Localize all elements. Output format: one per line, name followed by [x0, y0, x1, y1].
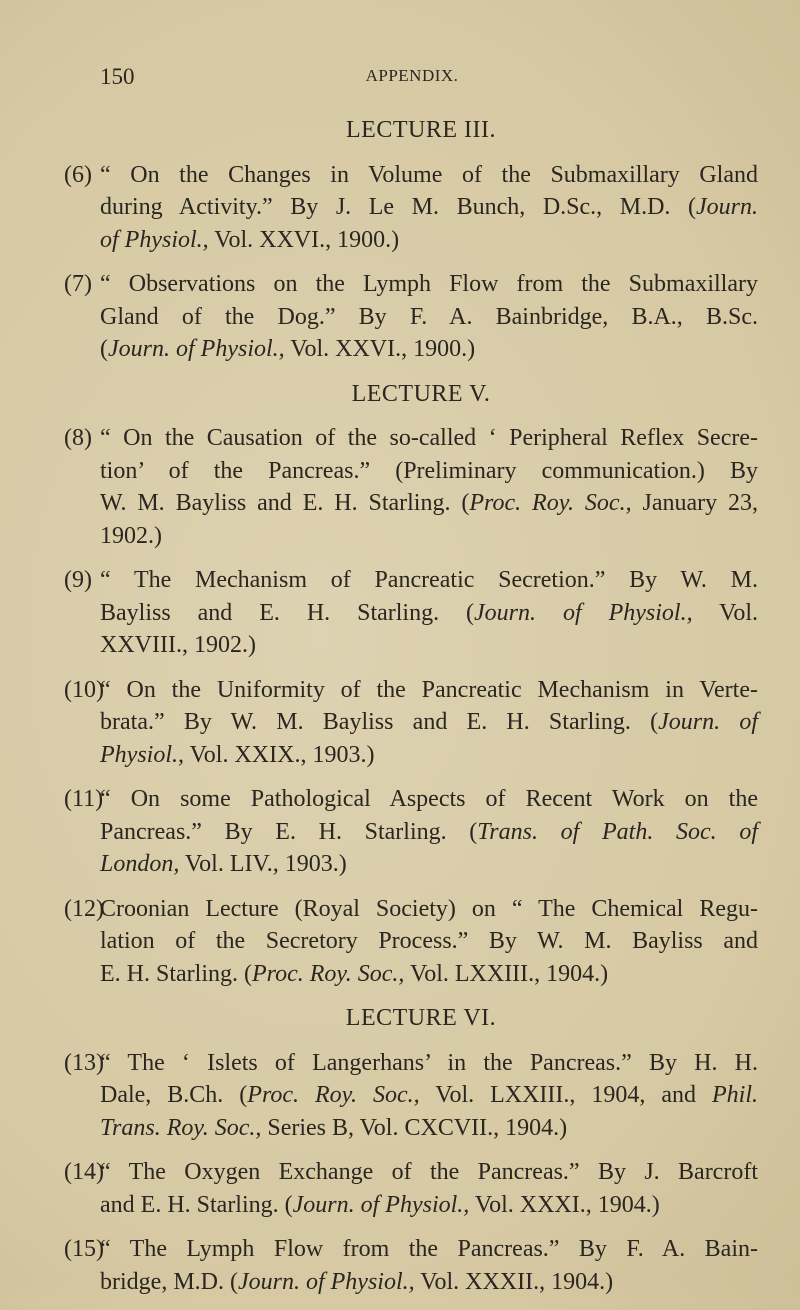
reference-line — [100, 191, 758, 224]
reference-entry — [64, 422, 758, 552]
text-segment: brata.” By W. M. Bayliss and E. H. Starling. ( — [100, 709, 659, 735]
italic-citation: Journ. of Physiol., — [292, 1191, 470, 1218]
lecture-heading: LECTURE III. — [346, 117, 496, 143]
text-segment: Pancreas.” By E. H. Starling. ( — [100, 818, 478, 845]
text-segment: Vol. — [692, 599, 758, 626]
text-segment: January 23, — [631, 490, 759, 516]
text-segment: Vol. LXXIII., 1904, and — [419, 1082, 712, 1108]
reference-entry — [64, 564, 758, 662]
italic-citation: Trans. of Path. Soc. of — [477, 818, 758, 845]
reference-line — [100, 564, 758, 597]
text-segment: “ The Oxygen Exchange of the Pancreas.” By J. Barcroft — [100, 1159, 758, 1185]
reference-number: (9) — [64, 567, 92, 593]
italic-citation: Proc. Roy. Soc., — [251, 960, 405, 987]
italic-citation: Journ. of — [658, 709, 758, 735]
italic-citation: London, — [100, 851, 180, 877]
reference-line — [100, 893, 758, 926]
running-title: APPENDIX. — [365, 66, 459, 85]
italic-citation: Physiol., — [100, 741, 184, 768]
text-segment: Croonian Lecture (Royal Society) on “ The Chemical Regu- — [100, 895, 758, 922]
text-segment: “ On some Pathological Aspects of Recent Work on the — [100, 786, 758, 812]
text-segment: Vol. XXIX., 1903.) — [184, 741, 375, 768]
italic-citation: Journ. — [696, 194, 758, 220]
reference-line — [100, 520, 758, 553]
reference-line — [100, 1233, 758, 1266]
reference-line — [100, 422, 758, 455]
reference-line — [100, 1266, 758, 1299]
italic-citation: Phil. — [712, 1082, 758, 1108]
text-segment: ( — [100, 336, 108, 362]
reference-line — [100, 159, 758, 192]
text-segment: lation of the Secretory Process.” By W. M. Bayliss and — [100, 928, 758, 954]
reference-entry — [64, 1156, 758, 1221]
text-segment: “ The ‘ Islets of Langerhans’ in the Pancreas.” By H. H. — [100, 1049, 758, 1076]
lecture-section — [64, 114, 758, 366]
text-segment: Dale, B.Ch. ( — [100, 1082, 248, 1108]
lecture-heading: LECTURE VI. — [345, 1005, 497, 1031]
text-segment: W. M. Bayliss and E. H. Starling. ( — [100, 490, 470, 516]
reference-number: (10) — [64, 676, 104, 703]
reference-entry — [64, 1047, 758, 1145]
italic-citation: Trans. Roy. Soc., — [100, 1114, 262, 1141]
text-segment: “ Observations on the Lymph Flow from the Submaxillary — [100, 271, 758, 297]
reference-line — [100, 706, 758, 739]
text-segment: Gland of the Dog.” By F. A. Bainbridge, B.A., B.Sc. — [100, 303, 758, 330]
reference-line — [100, 224, 758, 257]
text-segment: “ On the Changes in Volume of the Submaxillary Gland — [100, 161, 758, 188]
reference-line — [100, 301, 758, 334]
reference-line — [100, 1047, 758, 1080]
reference-line — [100, 1189, 758, 1222]
lecture-section — [64, 1002, 758, 1298]
appendix-body — [64, 114, 758, 1310]
reference-line — [100, 674, 758, 707]
reference-number: (11) — [64, 786, 104, 812]
reference-number: (7) — [64, 271, 92, 297]
text-segment: XXVIII., 1902.) — [100, 632, 256, 658]
text-segment: Vol. LIV., 1903.) — [179, 851, 347, 877]
text-segment: Vol. XXVI., 1900.) — [208, 226, 400, 253]
reference-line — [100, 1156, 758, 1189]
reference-line — [100, 597, 758, 630]
text-segment: “ The Lymph Flow from the Pancreas.” By F. A. Bain- — [100, 1236, 758, 1262]
text-segment: “ The Mechanism of Pancreatic Secretion.” By W. M. — [100, 567, 758, 593]
text-segment: E. H. Starling. ( — [100, 960, 252, 987]
reference-number: (14) — [64, 1159, 104, 1185]
text-segment: “ On the Uniformity of the Pancreatic Mechanism in Verte- — [100, 676, 758, 703]
italic-citation: Journ. of Physiol., — [237, 1268, 415, 1295]
reference-line — [100, 333, 758, 366]
reference-line — [100, 958, 758, 991]
reference-line — [100, 629, 758, 662]
italic-citation: Proc. Roy. Soc., — [469, 490, 632, 516]
reference-entry — [64, 159, 758, 257]
reference-number: (15) — [64, 1236, 104, 1262]
reference-entry — [64, 674, 758, 772]
reference-number: (8) — [64, 425, 92, 451]
reference-number: (12) — [64, 895, 104, 922]
text-segment: and E. H. Starling. ( — [100, 1191, 293, 1218]
text-segment: Vol. XXXI., 1904.) — [469, 1191, 660, 1218]
reference-line — [100, 739, 758, 772]
reference-entry — [64, 893, 758, 991]
text-segment: Series B, Vol. CXCVII., 1904.) — [261, 1114, 568, 1141]
reference-line — [100, 1079, 758, 1112]
page-number: 150 — [100, 64, 135, 89]
reference-line — [100, 455, 758, 488]
italic-citation: Journ. of Physiol., — [474, 599, 693, 626]
text-segment: 1902.) — [100, 522, 162, 549]
reference-line — [100, 1112, 758, 1145]
reference-line — [100, 783, 758, 816]
page-header — [0, 64, 800, 94]
reference-number: (13) — [64, 1049, 104, 1076]
text-segment: Bayliss and E. H. Starling. ( — [100, 599, 475, 626]
reference-entry — [64, 783, 758, 881]
reference-line — [100, 487, 758, 520]
text-segment: Vol. XXVI., 1900.) — [284, 336, 476, 362]
text-segment: “ On the Causation of the so-called ‘ Peripheral Reflex Secre- — [100, 425, 758, 451]
text-segment: during Activity.” By J. Le M. Bunch, D.Sc., M.D. ( — [100, 194, 696, 220]
lecture-heading: LECTURE V. — [351, 380, 491, 407]
italic-citation: Journ. of Physiol., — [108, 336, 285, 362]
text-segment: bridge, M.D. ( — [100, 1268, 238, 1295]
text-segment: tion’ of the Pancreas.” (Preliminary communication.) By — [100, 457, 758, 484]
italic-citation: Proc. Roy. Soc., — [247, 1082, 420, 1108]
reference-line — [100, 816, 758, 849]
reference-entry — [64, 1233, 758, 1298]
reference-number: (6) — [64, 161, 92, 188]
italic-citation: of Physiol., — [100, 226, 209, 253]
text-segment: Vol. XXXII., 1904.) — [414, 1268, 614, 1295]
lecture-section — [64, 378, 758, 991]
reference-entry — [64, 268, 758, 366]
reference-line — [100, 268, 758, 301]
text-segment: Vol. LXXIII., 1904.) — [404, 960, 609, 987]
reference-line — [100, 925, 758, 958]
reference-line — [100, 848, 758, 881]
